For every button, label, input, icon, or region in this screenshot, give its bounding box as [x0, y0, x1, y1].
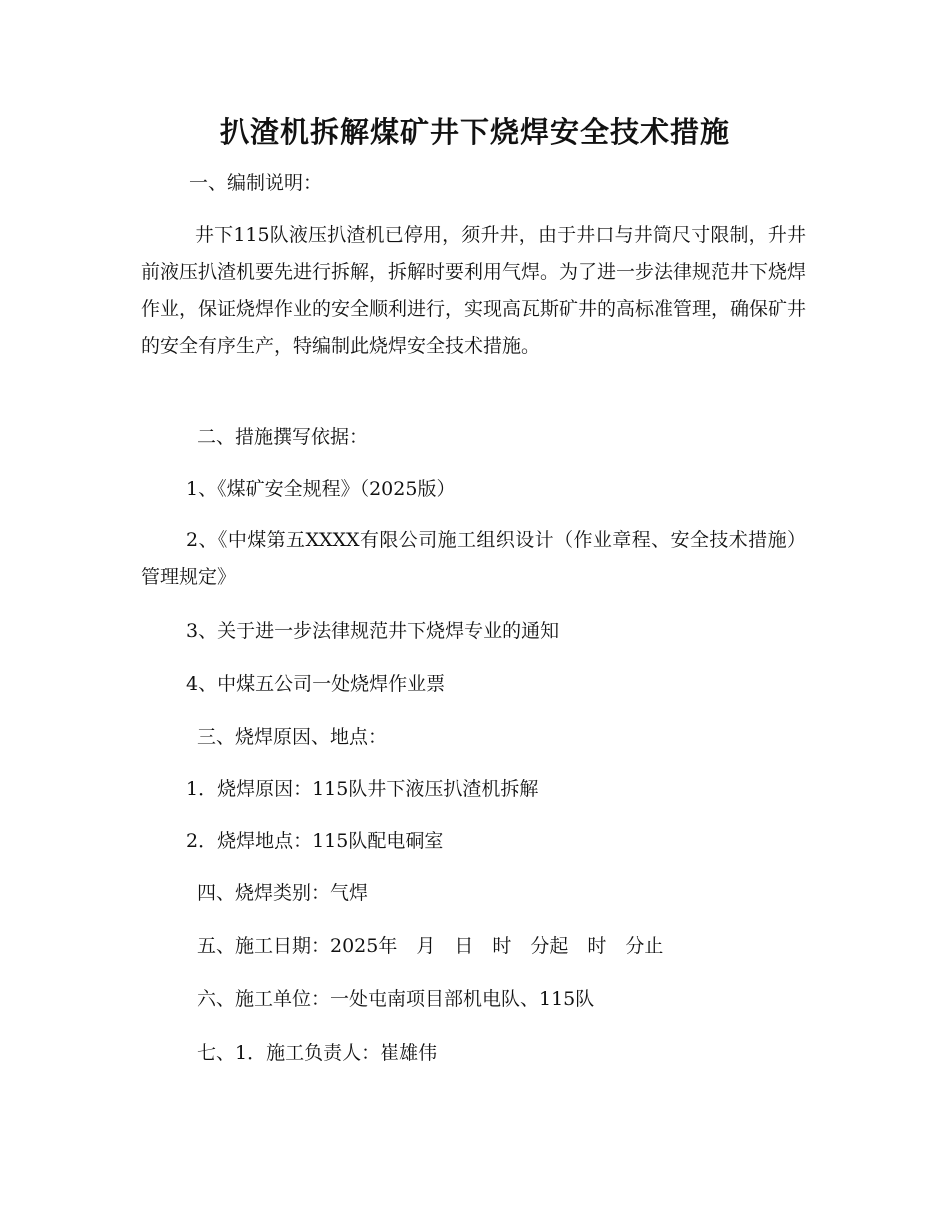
- basis-item-4: 4、中煤五公司一处烧焊作业票: [186, 673, 446, 695]
- basis-item-3: 3、关于进一步法律规范井下烧焊专业的通知: [186, 620, 560, 642]
- welding-location: 2．烧焊地点：115队配电硐室: [186, 830, 444, 852]
- section-2-heading: 二、措施撰写依据：: [197, 426, 369, 448]
- section-1-body: 井下115队液压扒渣机已停用，须升井，由于井口与井筒尺寸限制，升井前液压扒渣机要先进行拆解，拆解时要利用气焊。为了进一步法律规范井下烧焊作业，保证烧焊作业的安全顺利进行，实现高瓦斯矿井的高标准管理，确保矿井的安全有序生产，特编制此烧焊安全技术措施。: [141, 224, 807, 357]
- section-3-heading: 三、烧焊原因、地点：: [197, 726, 388, 748]
- document-title: 扒渣机拆解煤矿井下烧焊安全技术措施: [219, 115, 730, 149]
- basis-item-2: 2、《中煤第五XXXX有限公司施工组织设计（作业章程、安全技术措施）管理规定》: [141, 529, 806, 588]
- section-5-construction-date: 五、施工日期：2025年 月 日 时 分起 时 分止: [197, 935, 664, 957]
- section-7-responsible-person: 七、1．施工负责人：崔雄伟: [197, 1042, 438, 1064]
- basis-item-1: 1、《煤矿安全规程》（2025版）: [186, 478, 456, 500]
- section-1-heading: 一、编制说明：: [189, 172, 323, 194]
- section-6-construction-unit: 六、施工单位：一处屯南项目部机电队、115队: [197, 988, 595, 1010]
- section-4-welding-type: 四、烧焊类别：气焊: [197, 882, 369, 904]
- welding-reason: 1．烧焊原因：115队井下液压扒渣机拆解: [186, 778, 539, 800]
